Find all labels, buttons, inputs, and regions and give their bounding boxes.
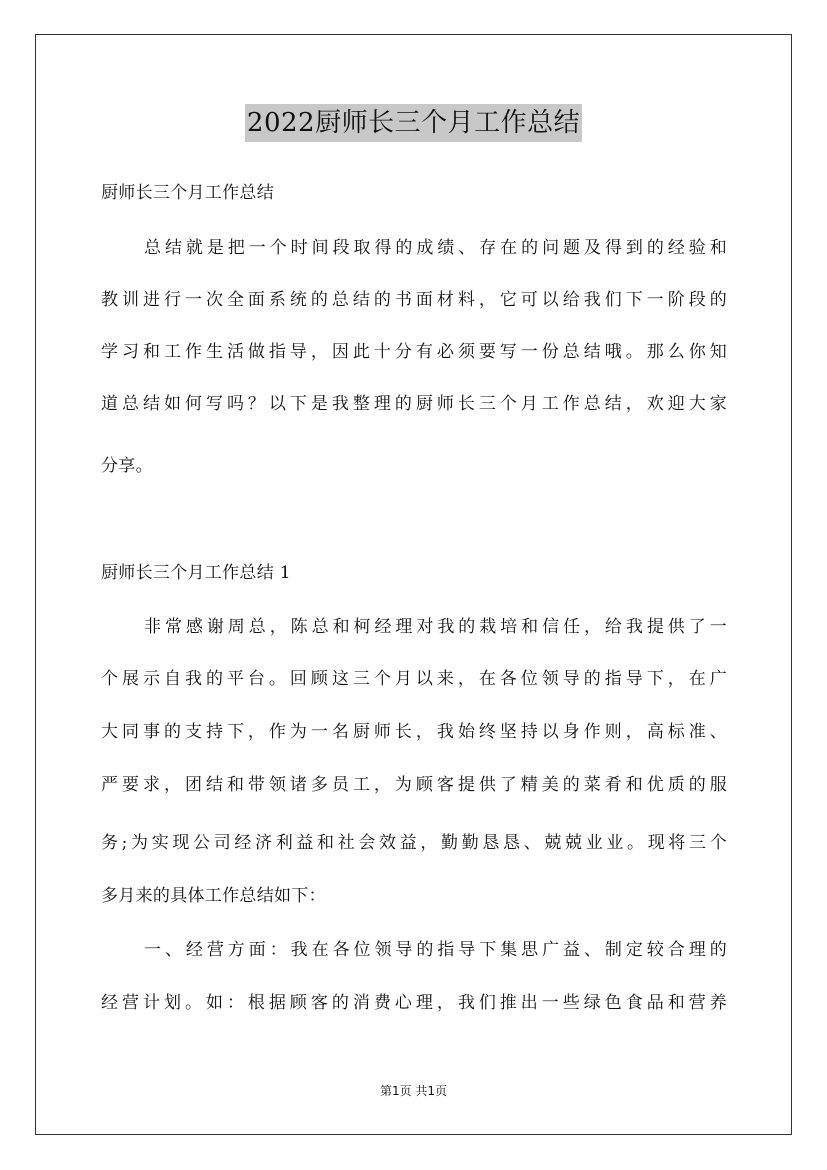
paragraph-line: 多月来的具体工作总结如下： xyxy=(101,886,326,906)
paragraph-line: 总结就是把一个时间段取得的成绩、存在的问题及得到的经验和 xyxy=(144,238,727,258)
page-number: 第1页 共1页 xyxy=(379,1084,448,1098)
paragraph-line: 分享。 xyxy=(101,456,153,476)
document-title: 2022厨师长三个月工作总结 xyxy=(245,104,582,142)
paragraph-line: 教训进行一次全面系统的总结的书面材料，它可以给我们下一阶段的 xyxy=(101,290,727,310)
subtitle: 厨师长三个月工作总结 xyxy=(101,183,274,203)
paragraph-line: 务;为实现公司经济利益和社会效益，勤勤恳恳、兢兢业业。现将三个 xyxy=(101,833,727,853)
paragraph-line: 学习和工作生活做指导，因此十分有必须要写一份总结哦。那么你知 xyxy=(101,342,727,362)
title-container xyxy=(0,104,827,142)
paragraph-line: 非常感谢周总，陈总和柯经理对我的栽培和信任，给我提供了一 xyxy=(144,617,727,637)
paragraph-line: 个展示自我的平台。回顾这三个月以来，在各位领导的指导下，在广 xyxy=(101,669,727,689)
paragraph-line: 经营计划。如：根据顾客的消费心理，我们推出一些绿色食品和营养 xyxy=(101,993,727,1013)
page-footer xyxy=(0,1083,827,1099)
paragraph-line: 大同事的支持下，作为一名厨师长，我始终坚持以身作则，高标准、 xyxy=(101,722,727,742)
paragraph-line: 严要求，团结和带领诸多员工，为顾客提供了精美的菜肴和优质的服 xyxy=(101,775,727,795)
paragraph-line: 一、经营方面：我在各位领导的指导下集思广益、制定较合理的 xyxy=(144,940,727,960)
paragraph-line: 道总结如何写吗？以下是我整理的厨师长三个月工作总结，欢迎大家 xyxy=(101,394,727,414)
section-heading: 厨师长三个月工作总结 1 xyxy=(101,563,291,583)
